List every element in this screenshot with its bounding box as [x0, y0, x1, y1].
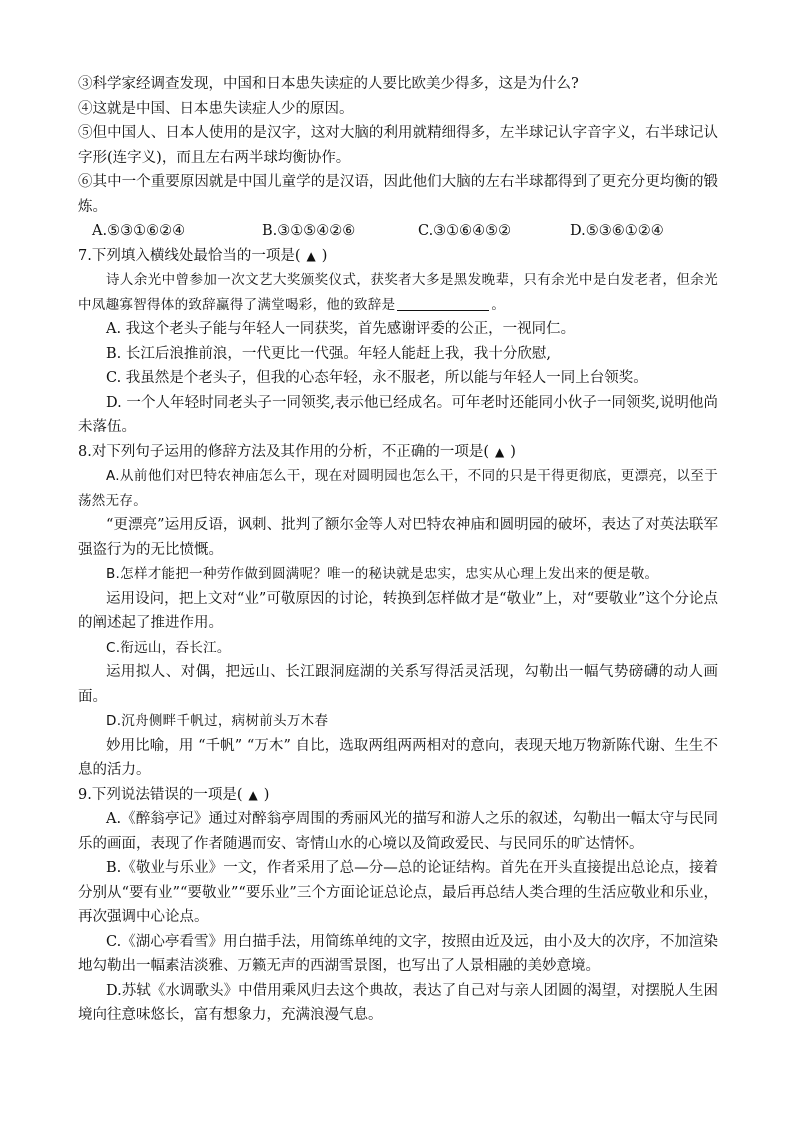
q6-option-b: B.③①⑤④②⑥	[262, 223, 356, 239]
q8-option-a-quote: A.从前他们对巴特农神庙怎么干，现在对圆明园也怎么干，不同的只是干得更彻底，更漂亮，以至于荡然无存。	[78, 468, 718, 509]
answer-marker: ▲	[306, 248, 316, 263]
q8-option-a-analysis: “更漂亮”运用反语，讽刺、批判了额尔金等人对巴特农神庙和圆明园的破坏，表达了对英法联军强盗行为的无比愤慨。	[78, 517, 718, 558]
q9-option-d: D.苏轼《水调歌头》中借用乘风归去这个典故，表达了自己对与亲人团圆的渴望，对摆脱人生困境向往意味悠长，富有想象力，充满浪漫气息。	[78, 982, 718, 1023]
q7-option-a: A. 我这个老头子能与年轻人一同获奖，首先感谢评委的公正，一视同仁。	[106, 321, 576, 337]
q7-stem: 7.下列填入横线处最恰当的一项是( ▲ )	[78, 247, 328, 264]
q7-passage: 诗人余光中曾参加一次文艺大奖颁奖仪式，获奖者大多是黑发晚辈，只有余光中是白发老者，但余光中凤趣寡智得体的致辞赢得了满堂喝彩，他的致辞是 。	[78, 272, 718, 313]
q6-options	[78, 219, 718, 244]
page-content	[78, 72, 718, 1028]
q8-option-d-quote: D.沉舟侧畔千帆过，病树前头万木春	[106, 713, 329, 729]
q6-sentence-5: ⑤但中国人、日本人使用的是汉字，这对大脑的利用就精细得多，左半球记认字音字义，右半球记认字形(连字义)，而且左右两半球均衡协作。	[78, 125, 718, 166]
q6-sentence-6: ⑥其中一个重要原因就是中国儿童学的是汉语，因此他们大脑的左右半球都得到了更充分更均衡的锻炼。	[78, 174, 718, 215]
q6-sentence-3: ③科学家经调查发现，中国和日本患失读症的人要比欧美少得多，这是为什么?	[78, 76, 579, 92]
answer-marker: ▲	[248, 787, 258, 802]
q8-option-c-analysis: 运用拟人、对偶，把远山、长江跟洞庭湖的关系写得活灵活现，勾勒出一幅气势磅礴的动人画面。	[78, 664, 718, 705]
q7-option-c: C. 我虽然是个老头子，但我的心态年轻，永不服老，所以能与年轻人一同上台领奖。	[106, 370, 648, 386]
q9-option-c: C.《湖心亭看雪》用白描手法，用简练单纯的文字，按照由近及远，由小及大的次序，不加渲染地勾勒出一幅素洁淡雅、万籁无声的西湖雪景图，也写出了人景相融的美妙意境。	[78, 933, 718, 974]
q6-option-c: C.③①⑥④⑤②	[418, 223, 512, 239]
q9-option-b: B.《敬业与乐业》一文，作者采用了总—分—总的论证结构。首先在开头直接提出总论点，接着分别从“要有业”“要敬业”“要乐业”三个方面论证总论点，最后再总结人类合理的生活应敬业和乐业，再次强调中心论点。	[78, 860, 718, 925]
q7-option-b: B. 长江后浪推前浪，一代更比一代强。年轻人能赶上我，我十分欣慰,	[106, 345, 551, 362]
answer-blank	[397, 296, 489, 311]
q8-stem: 8.对下列句子运用的修辞方法及其作用的分析，不正确的一项是( ▲ )	[78, 443, 516, 460]
q8-option-d-analysis: 妙用比喻，用 “千帆” “万木” 自比，选取两组两两相对的意向，表现天地万物新陈代谢、生生不息的活力。	[78, 737, 718, 778]
q9-option-a: A.《醉翁亭记》通过对醉翁亭周围的秀丽风光的描写和游人之乐的叙述，勾勒出一幅太守与民同乐的画面，表现了作者随遇而安、寄情山水的心境以及简政爱民、与民同乐的旷达情怀。	[78, 811, 718, 852]
q8-option-b-analysis: 运用设问，把上文对“业”可敬原因的讨论，转换到怎样做才是“敬业”上，对“要敬业”这个分论点的阐述起了推进作用。	[78, 590, 718, 631]
answer-marker: ▲	[495, 444, 505, 459]
q9-stem: 9.下列说法错误的一项是( ▲ )	[78, 786, 270, 803]
q7-option-d: D. 一个人年轻时同老头子一同领奖,表示他已经成名。可年老时还能同小伙子一同领奖,说明他尚未落伍。	[78, 394, 718, 435]
q6-option-d: D.⑤③⑥①②④	[570, 223, 664, 239]
q6-sentence-4: ④这就是中国、日本患失读症人少的原因。	[78, 100, 354, 117]
q8-option-c-quote: C.衔远山，吞长江。	[106, 639, 231, 656]
q6-option-a: A.⑤③①⑥②④	[92, 223, 186, 239]
q8-option-b-quote: B.怎样才能把一种劳作做到圆满呢？唯一的秘诀就是忠实，忠实从心理上发出来的便是敬。	[106, 566, 659, 582]
